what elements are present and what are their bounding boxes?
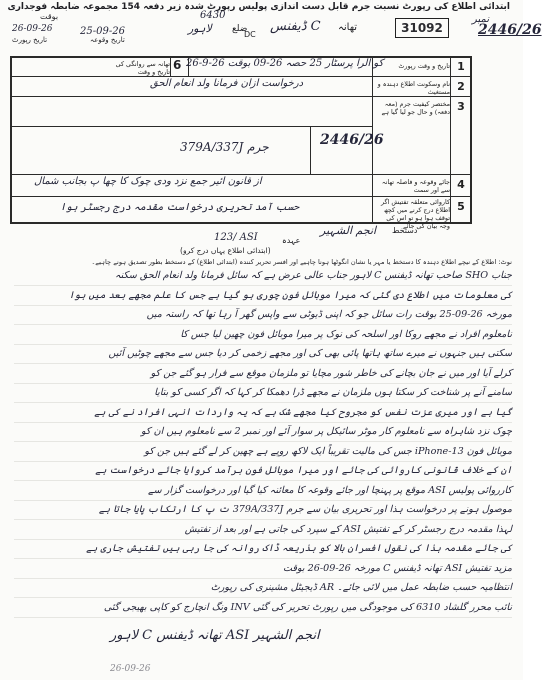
ruled-line [14,402,512,403]
row-6-number: 6 [173,58,182,72]
body-line: چوک نزد شاہراہ سے نامعلوم کار موٹر سائیکل پر سوار آئے اور نمبر 2 سے نامعلوم ہیں ان کو [141,426,512,437]
ruled-line [14,617,512,618]
row-4-number: 4 [457,178,465,191]
bottom-date: 26-09-26 [110,664,151,674]
body-line: موبائل فون iPhone-13 جس کی مالیت تقریباً ایک لاکھ روپے ہے چھین کر لے گئے ہیں جن کو [144,445,512,457]
police-station-label: تھانہ [338,22,358,33]
body-line: کی جائے مقدمہ ہذا کی نقول افسران بالا کو بذریعہ ڈاک روانہ کی جا رہی ہیں تفتیش جاری ہے [86,543,512,554]
ruled-line [14,578,512,579]
body-line: کارروائی پولیس ASI موقع پر پہنچا اور جائے وقوعہ کا معائنہ کیا گیا اور درخواست گزار سے [148,484,512,496]
signature-label: دستخط [392,226,418,235]
ruled-line [14,461,512,462]
row-1-number: 1 [457,60,465,73]
time-label: بوقت [40,12,59,21]
row-2-value: درخواست ازان فرمانا ولد انعام الحق [150,78,304,89]
row-3-aside: 2446/26 [320,132,384,148]
ruled-line [14,324,512,325]
body-line: ان کے خلاف قانونی کاروائی کی جائے اور میرا موبائل فون برآمد کروایا جائے درخواست ہے [95,465,512,476]
body-line: مزید تفتیش ASI تھانہ ڈیفنس C مورخہ 26-09-26 بوقت [282,562,512,574]
body-line: سکتی ہیں جنہوں نے میرے ساتھ ہاتھا پائی بھی کی اور مجھے زخمی کر دیا جس سے مجھے چوٹیں آئیں [108,348,512,359]
body-line: گیا ہے اور میری عزت نفس کو مجروح کیا مجھے شک ہے کہ یہ واردات انہی افراد نے کی ہے [94,406,512,418]
dc-number: 6430 [200,10,226,21]
date-of-occurrence-label: تاریخ وقوعہ [90,36,125,44]
row-6-label: تھانہ سے روانگی کی تاریخ و وقت [115,60,170,76]
police-station: ڈیفنس C [270,19,321,34]
ruled-line [14,558,512,559]
body-line: کرلے آیا اور میں نے جان بچانے کی خاطر شور مچایا تو ملزمان موقع سے فرار ہو گئے جن کو [150,367,512,379]
row-5-label: کاروائی متعلقہ تفتیش اگر اطلاع درج کرنے میں کچھ توقف ہوا ہو تو اس کی وجہ بیان کی جائے [380,198,450,230]
row-4-value: از قانون ائیر جمع نزد ودی چوک کا چھا پ بجانب شمال [34,176,262,187]
row-1-value: کو الرا پرسٹار 25 حصہ 26-09 بوقت 26-9-26 [186,58,384,69]
date-of-report: 26-09-26 [12,24,53,34]
ruled-line [14,383,512,384]
ruled-line [14,422,512,423]
ruled-line [14,597,512,598]
row-3-label: مختصر کیفیت جرم (معہ دفعہ) و حال جو لیا گیا ہے [381,100,450,116]
row-3-number: 3 [457,100,465,113]
signature-name: انجم الشہیر [320,224,377,237]
row-3-value: جرم 379A/337J [180,140,269,154]
ruled-line [14,344,512,345]
fir-number-label: نمبر [472,14,490,25]
ruled-line [14,363,512,364]
form-number: 31092 [395,18,449,38]
row-2-label: نام وسکونت اطلاع دہندہ و مستغیث [377,80,450,96]
body-line: جناب SHO صاحب تھانہ ڈیفنس C لاہور جناب عالی عرض ہے کہ سائل فرمانا ولد انعام الحق سکنہ [114,270,512,281]
ruled-line [14,500,512,501]
date-of-report-label: تاریخ رپورٹ [12,36,48,44]
body-line: نامعلوم افراد نے مجھے روکا اور اسلحہ کی نوک پر میرا موبائل فون چھین لیا جس کا [180,328,512,340]
document-title: ابتدائی اطلاع کی رپورٹ نسبت جرم قابل دست اندازی پولیس رپورٹ شدہ زیر دفعہ 154 مجموعہ ضابطہ فوجداری [7,2,510,12]
row-1-label: تاریخ و وقت رپورٹ [398,62,450,70]
ruled-line [14,519,512,520]
row-2-number: 2 [457,80,465,93]
district-label: ضلع [232,24,248,34]
closing-signature: انجم الشہیر ASI تھانہ ڈیفنس C لاہور [110,628,320,643]
body-line: انتظامیہ حسب ضابطہ عمل میں لائی جائے۔ AR ڈیجیٹل مشینری کی رپورٹ [210,582,512,593]
form-footnote: (ابتدائی اطلاع یہاں درج کرو) [180,246,271,255]
ruled-line [14,539,512,540]
body-line: کی معلومات میں اطلاع دی گئی کہ میرا موبائل فون چوری ہو گیا ہے جس کا علم مجھے بعد میں ہوا [68,289,512,301]
note-text: نوٹ: اطلاع کے نیچے اطلاع دہندہ کا دستخط یا مہر یا نشان انگوٹھا ہونا چاہیے اور افسر تحریر کنندہ (ابتدائی اطلاع) کے دستخط بطور تصدیق ہونے چاہیے۔ [91,258,512,266]
body-line: مورخہ 26-09-25 بوقت رات سائل جو کہ اپنی ڈیوٹی سے واپس گھر آ رہا تھا کہ راستہ میں [146,309,512,320]
fir-number: 2446/26 [478,22,542,38]
body-line: نائب محرر گلشاد 6310 کی موجودگی میں رپورٹ تحریر کی گئی INV ونگ انچارج کو کاپی بھیجی گئی [103,601,512,613]
body-line: سامنے آنے پر شناخت کر سکتا ہوں ملزمان نے مجھے ڈرا دھمکا کر کہا کہ اگر کسی کو بتایا [154,387,512,398]
rank-value: 123/ ASI [214,232,258,243]
body-line: لہذا مقدمہ درج رجسٹر کر کے تفتیش ASI کے سپرد کی جاتی ہے اور بعد از تفتیش [184,523,512,535]
row-5-value: حسب آمد تحریری درخواست مقدمہ درج رجسٹر ہوا [60,202,300,213]
row-4-label: جائے وقوعہ و فاصلہ تھانہ سے اور سمت [381,178,450,194]
ruled-line [14,285,512,286]
rank-label: عہدہ [282,236,301,245]
ruled-line [14,480,512,481]
district: لاہور [188,22,212,35]
ruled-line [14,305,512,306]
body-line: موصول ہونے پر درخواست ہذا اور تحریری بیان سے جرم 379A/337J ت پ کا ارتکاب پایا جاتا ہے [98,504,512,515]
row-5-number: 5 [457,200,465,213]
dc-label: DC [244,30,256,39]
ruled-line [14,441,512,442]
date-of-occurrence: 25-09-26 [80,26,125,37]
